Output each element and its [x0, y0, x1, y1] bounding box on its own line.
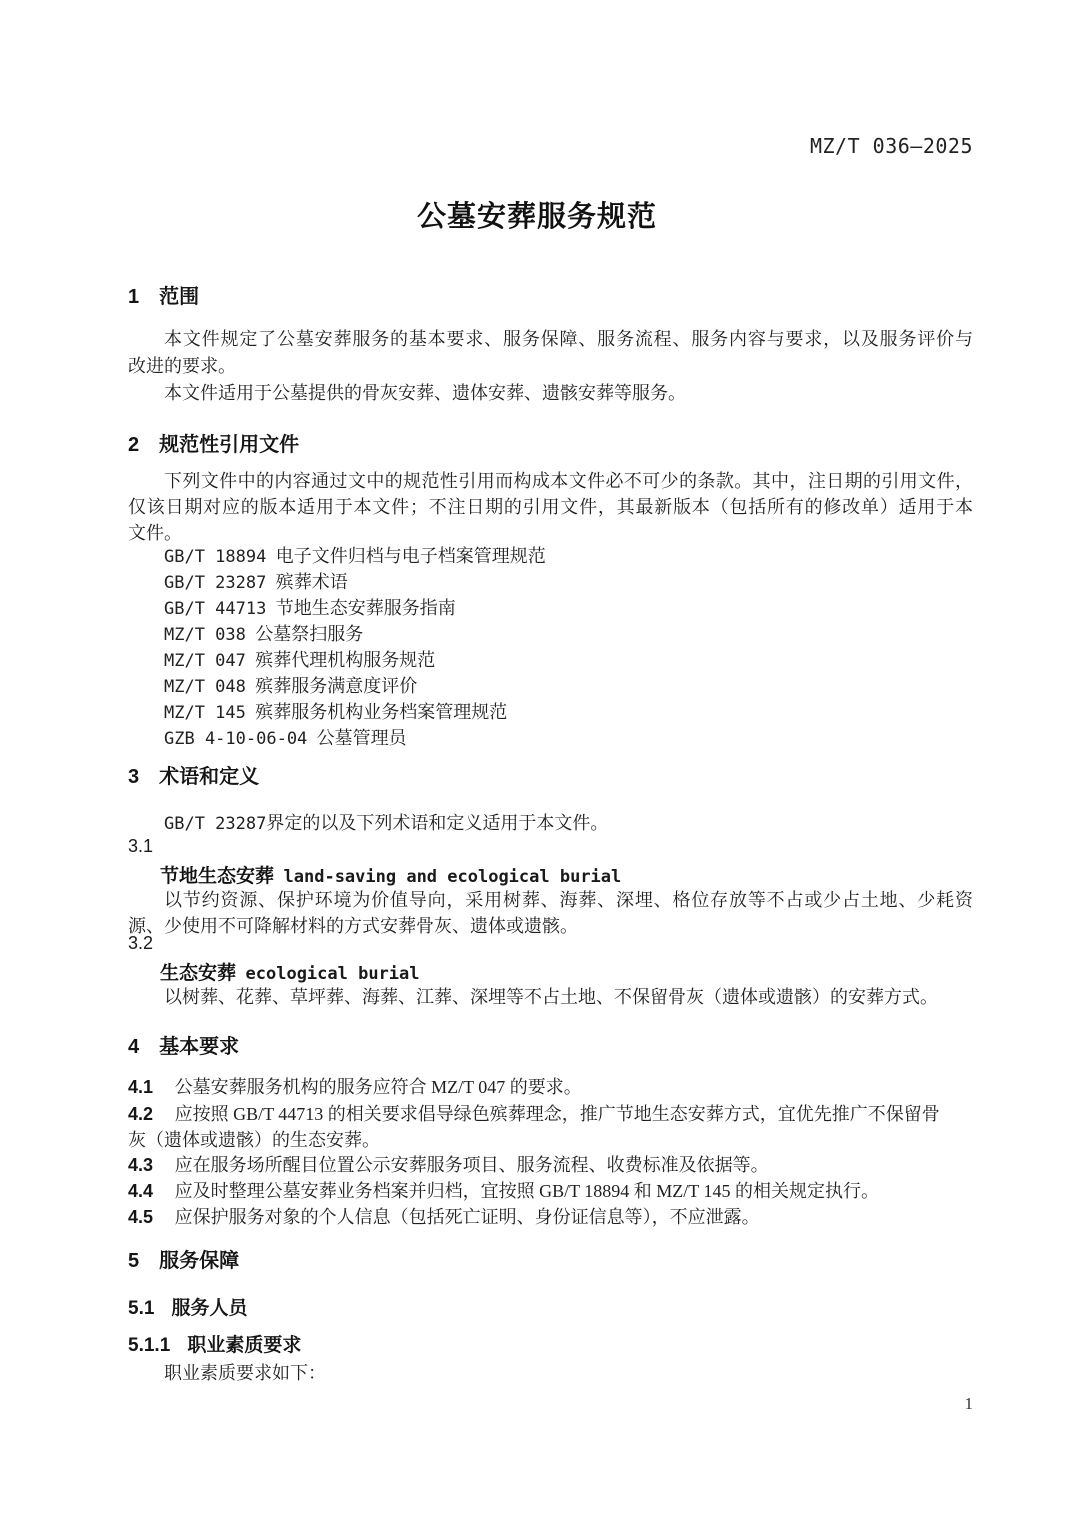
- reference-item: [128, 570, 973, 596]
- paragraph-line: 仅该日期对应的版本适用于本文件；不注日期的引用文件，其最新版本（包括所有的修改单）适用于本: [128, 497, 973, 517]
- paragraph-line: 下列文件中的内容通过文中的规范性引用而构成本文件必不可少的条款。其中，注日期的引用文件，: [164, 471, 973, 491]
- section-5-1-title: 服务人员: [171, 1298, 248, 1319]
- section-5-title: 服务保障: [159, 1250, 240, 1272]
- reference-code: MZ/T 048: [164, 677, 246, 697]
- paragraph-line: 源、少使用不可降解材料的方式安葬骨灰、遗体或遗骸。: [128, 916, 578, 936]
- reference-item: [128, 544, 973, 570]
- clause-4-3: [128, 1152, 973, 1178]
- reference-name: 节地生态安葬服务指南: [275, 598, 456, 618]
- clause-number: 4.2: [128, 1104, 154, 1124]
- clause-4-5: [128, 1204, 973, 1230]
- term-2-definition: [128, 984, 973, 1010]
- reference-code: GB/T 23287: [164, 573, 267, 593]
- paragraph-line: 以树葬、花葬、草坪葬、海葬、江葬、深埋等不占土地、不保留骨灰（遗体或遗骸）的安葬方式。: [164, 987, 938, 1007]
- clause-number: 4.3: [128, 1155, 154, 1175]
- section-4-heading: [128, 1030, 973, 1059]
- term-2-english: ecological burial: [245, 964, 420, 984]
- clause-number: 4.5: [128, 1207, 154, 1227]
- section-1-title: 范围: [159, 286, 200, 308]
- clause-4-1: [128, 1074, 973, 1100]
- reference-item: [128, 700, 973, 726]
- reference-name: 殡葬代理机构服务规范: [255, 650, 436, 670]
- term-1-chinese: 节地生态安葬: [160, 866, 275, 887]
- section-5-1-heading: [128, 1293, 973, 1320]
- reference-name: 电子文件归档与电子档案管理规范: [275, 546, 546, 566]
- section-2-intro: [128, 468, 973, 546]
- clause-text: 应在服务场所醒目位置公示安葬服务项目、服务流程、收费标准及依据等。: [174, 1155, 769, 1175]
- reference-code: MZ/T 047: [164, 651, 246, 671]
- clause-text-continuation: 灰（遗体或遗骸）的生态安葬。: [128, 1130, 380, 1150]
- term-1-definition: [128, 887, 973, 939]
- section-1-number: 1: [128, 286, 140, 308]
- reference-name: 公墓祭扫服务: [255, 624, 364, 644]
- reference-item: [128, 674, 973, 700]
- clause-4-2: [128, 1101, 973, 1153]
- paragraph-line: 以节约资源、保护环境为价值导向，采用树葬、海葬、深埋、格位存放等不占或少占土地、少耗资: [164, 890, 973, 910]
- clause-text: 应保护服务对象的个人信息（包括死亡证明、身份证信息等），不应泄露。: [174, 1207, 760, 1227]
- section-4-number: 4: [128, 1036, 140, 1058]
- term-2: [128, 958, 1005, 985]
- paragraph-line: 本文件适用于公墓提供的骨灰安葬、遗体安葬、遗骸安葬等服务。: [164, 383, 686, 403]
- reference-code: GB/T 44713: [164, 599, 267, 619]
- clause-number: 4.1: [128, 1077, 154, 1097]
- reference-code: MZ/T 145: [164, 703, 246, 723]
- section-4-title: 基本要求: [159, 1036, 240, 1058]
- section-5-1-1-title: 职业素质要求: [187, 1335, 302, 1356]
- term-2-number: 3.2: [128, 933, 154, 953]
- doc-code-header: MZ/T 036—2025: [809, 134, 973, 158]
- section-5-heading: [128, 1244, 973, 1273]
- section-3-title: 术语和定义: [159, 766, 260, 788]
- reference-name: 公墓管理员: [316, 728, 407, 748]
- term-1-number: 3.1: [128, 836, 154, 856]
- reference-item: [128, 648, 973, 674]
- reference-item: [128, 596, 973, 622]
- section-5-paragraph: 职业素质要求如下：: [164, 1363, 326, 1383]
- reference-code: GB/T 18894: [164, 547, 267, 567]
- section-1-heading: [128, 280, 973, 309]
- clause-text: 公墓安葬服务机构的服务应符合 MZ/T 047 的要求。: [174, 1077, 582, 1097]
- section-2-title: 规范性引用文件: [159, 434, 300, 456]
- section-3-heading: [128, 760, 973, 789]
- reference-name: 殡葬术语: [275, 572, 348, 592]
- reference-code: GZB 4-10-06-04: [164, 729, 308, 749]
- section-5-1-number: 5.1: [128, 1298, 155, 1319]
- clause-text: 应及时整理公墓安葬业务档案并归档，宜按照 GB/T 18894 和 MZ/T 145 的相关规定执行。: [174, 1181, 879, 1201]
- clause-number: 4.4: [128, 1181, 154, 1201]
- paragraph-line: 改进的要求。: [128, 356, 236, 376]
- reference-item: [128, 622, 973, 648]
- section-5-1-1-number: 5.1.1: [128, 1335, 171, 1356]
- paragraph-line: 本文件规定了公墓安葬服务的基本要求、服务保障、服务流程、服务内容与要求，以及服务评价与: [164, 329, 973, 349]
- section-2-number: 2: [128, 434, 140, 456]
- doc-title: 公墓安葬服务规范: [416, 201, 657, 233]
- reference-name: 殡葬服务机构业务档案管理规范: [255, 702, 508, 722]
- term-1: [128, 861, 1005, 888]
- section-5-number: 5: [128, 1250, 140, 1272]
- clause-4-4: [128, 1178, 973, 1204]
- section-2-heading: [128, 428, 973, 457]
- reference-name: 殡葬服务满意度评价: [255, 676, 418, 696]
- section-3-intro: [128, 810, 973, 838]
- term-2-chinese: 生态安葬: [160, 963, 237, 984]
- reference-list: [128, 544, 973, 752]
- term-1-english: land-saving and ecological burial: [283, 867, 622, 887]
- reference-code: GB/T 23287: [164, 814, 267, 834]
- section-3-number: 3: [128, 766, 140, 788]
- clause-text: 应按照 GB/T 44713 的相关要求倡导绿色殡葬理念，推广节地生态安葬方式，宜优先推广不保留骨: [174, 1104, 940, 1124]
- reference-item: [128, 726, 973, 752]
- section-1-body: [128, 326, 973, 407]
- page-number: 1: [964, 1394, 973, 1413]
- section-5-1-1-heading: [128, 1330, 973, 1357]
- reference-code: MZ/T 038: [164, 625, 246, 645]
- paragraph-line: 文件。: [128, 523, 182, 543]
- intro-text: 界定的以及下列术语和定义适用于本文件。: [266, 813, 609, 833]
